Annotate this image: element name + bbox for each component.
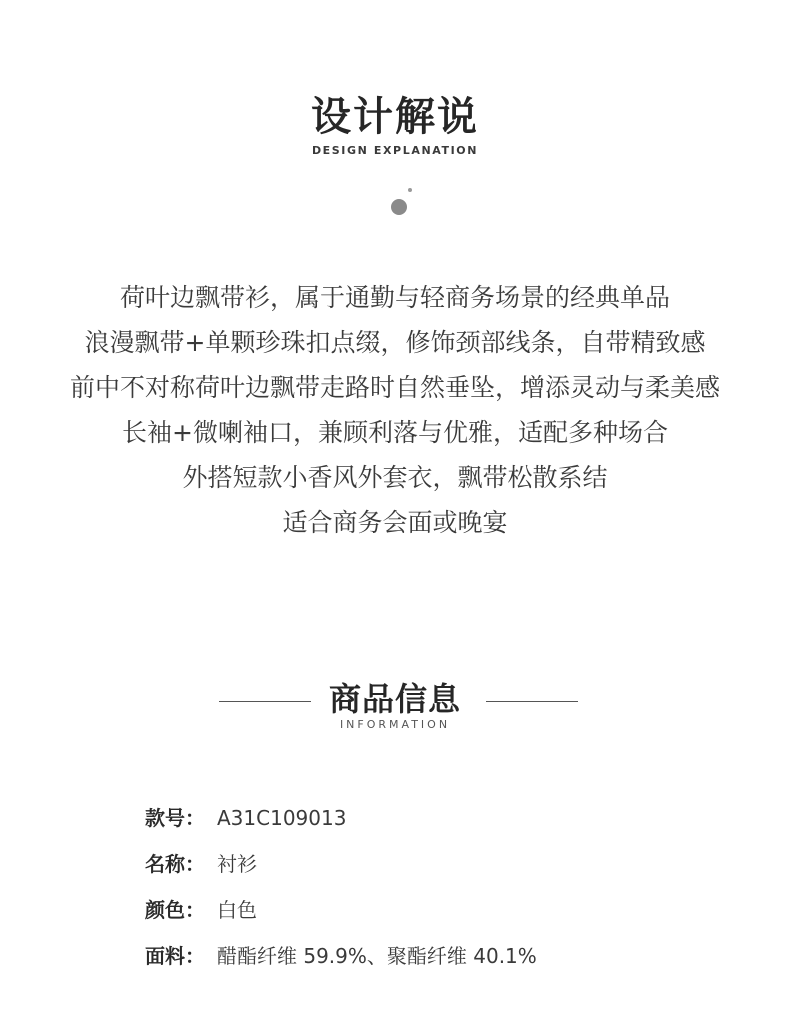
description-line: 荷叶边飘带衫，属于通勤与轻商务场景的经典单品 <box>119 283 670 312</box>
info-value: 白色 <box>217 898 257 922</box>
info-value: A31C109013 <box>217 806 347 830</box>
description-line: 长袖+微喇袖口，兼顾利落与优雅，适配多种场合 <box>122 418 668 447</box>
info-row-style-number <box>145 800 537 846</box>
info-label: 颜色： <box>145 898 205 922</box>
product-info-list <box>145 800 537 984</box>
info-label: 面料： <box>145 944 205 968</box>
decor-dot-small <box>408 188 412 192</box>
info-row-fabric <box>145 938 537 984</box>
decor-dot-large <box>391 199 407 215</box>
info-subtitle: INFORMATION <box>339 718 451 731</box>
design-subtitle: DESIGN EXPLANATION <box>311 144 479 157</box>
design-title: 设计解说 <box>311 94 479 140</box>
info-value: 醋酯纤维 59.9%、聚酯纤维 40.1% <box>217 944 537 968</box>
design-description <box>0 275 790 545</box>
info-label: 款号： <box>145 806 205 830</box>
info-row-color <box>145 892 537 938</box>
info-label: 名称： <box>145 852 205 876</box>
info-row-name <box>145 846 537 892</box>
info-value: 衬衫 <box>217 852 257 876</box>
info-title: 商品信息 <box>328 680 461 718</box>
description-line: 适合商务会面或晚宴 <box>282 508 508 537</box>
description-line: 外搭短款小香风外套衣，飘带松散系结 <box>182 463 608 492</box>
description-line: 前中不对称荷叶边飘带走路时自然垂坠，增添灵动与柔美感 <box>69 373 720 402</box>
description-line: 浪漫飘带+单颗珍珠扣点缀，修饰颈部线条，自带精致感 <box>84 328 706 357</box>
